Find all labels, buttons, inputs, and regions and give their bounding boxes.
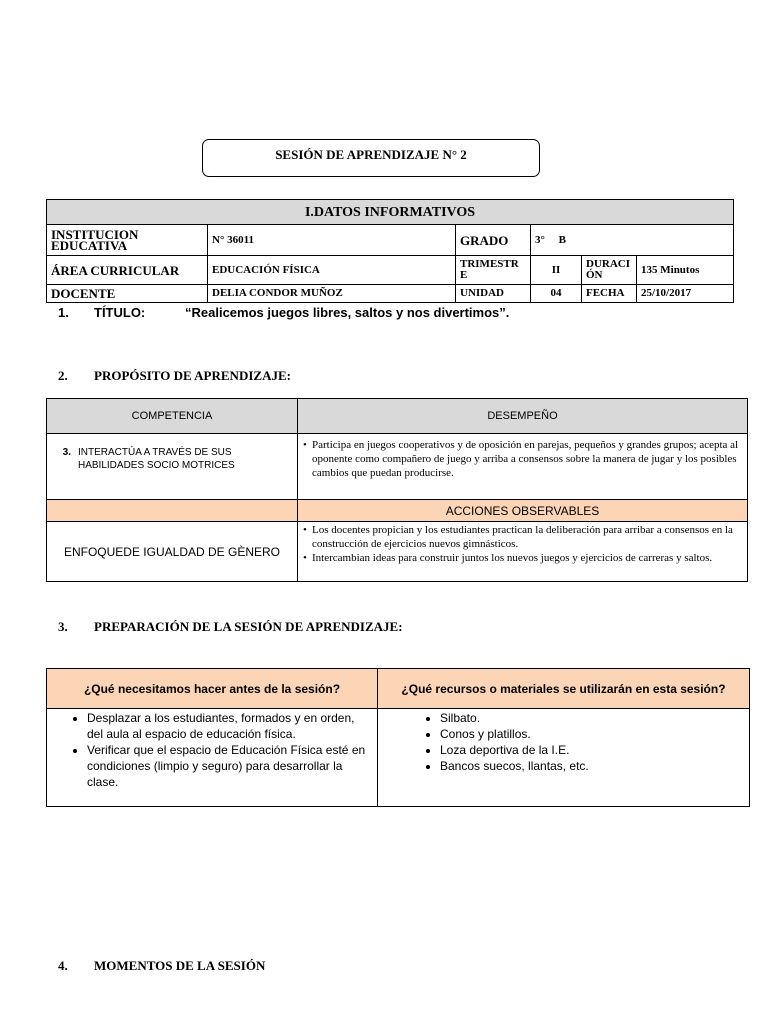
acciones-blank — [47, 500, 298, 522]
fecha-value: 25/10/2017 — [637, 285, 734, 303]
fecha-label: FECHA — [582, 285, 637, 303]
preparacion-table — [46, 668, 750, 807]
trimestre-label: TRIMESTRE — [456, 256, 531, 285]
desempeno-item: • Participa en juegos cooperativos y de oposición en parejas, pequeños y grandes grupos; acepta al oponente como compañero de juego y arriba a consensos sobre la manera de jugar y los posibles cambios que puedan producirse. — [312, 438, 743, 480]
grado-label: GRADO — [456, 225, 531, 256]
acciones-header: ACCIONES OBSERVABLES — [298, 500, 748, 522]
institucion-label: INSTITUCION EDUCATIVA — [47, 225, 208, 256]
preparacion-col2-header: ¿Qué recursos o materiales se utilizarán en esta sesión? — [378, 669, 750, 709]
competencia-cell: 3. INTERACTÚA A TRAVÉS DE SUS HABILIDADES SOCIO MOTRICES — [47, 434, 298, 500]
seccion-value: B — [558, 233, 566, 246]
duracion-value: 135 Minutos — [637, 256, 734, 285]
institucion-value: N° 36011 — [208, 225, 456, 256]
proposito-table — [46, 398, 748, 582]
desempeno-cell — [298, 434, 748, 500]
recurso-item: • Conos y platillos. — [440, 726, 745, 742]
titulo-line: 1. TÍTULO: “Realicemos juegos libres, saltos y nos divertimos”. — [58, 305, 510, 320]
grado-value: 3° B — [531, 225, 734, 256]
area-value: EDUCACIÓN FÍSICA — [208, 256, 456, 285]
docente-value: DELIA CONDOR MUÑOZ — [208, 285, 456, 303]
unidad-label: UNIDAD — [456, 285, 531, 303]
accion-item: • Intercambian ideas para construir juntos los nuevos juegos y ejercicios de carreras y saltos. — [312, 551, 743, 565]
accion-item: • Los docentes propician y los estudiantes practican la deliberación para arribar a consensos en la construcción de ejercicios nuevos gimnásticos. — [312, 523, 743, 551]
preparacion-col1-header: ¿Qué necesitamos hacer antes de la sesión? — [47, 669, 378, 709]
recurso-item: • Silbato. — [440, 710, 745, 726]
preparacion-col1 — [47, 709, 378, 807]
datos-heading: I.DATOS INFORMATIVOS — [47, 200, 734, 225]
proposito-heading: 2. PROPÓSITO DE APRENDIZAJE: — [58, 368, 291, 383]
desempeno-header: DESEMPEÑO — [298, 399, 748, 434]
competencia-header: COMPETENCIA — [47, 399, 298, 434]
preparacion-heading: 3. PREPARACIÓN DE LA SESIÓN DE APRENDIZAJE: — [58, 619, 403, 634]
recurso-item: • Loza deportiva de la I.E. — [440, 742, 745, 758]
titulo-label: TÍTULO: — [94, 305, 146, 320]
area-label: ÁREA CURRICULAR — [47, 256, 208, 285]
duracion-label: DURACIÓN — [582, 256, 637, 285]
acciones-cell — [298, 522, 748, 582]
preparacion-item: • Verificar que el espacio de Educación Física esté en condiciones (limpio y seguro) para desarrollar la clase. — [87, 742, 373, 790]
datos-informativos-table — [46, 199, 734, 303]
enfoque-cell: ENFOQUEDE IGUALDAD DE GÈNERO — [47, 522, 298, 582]
recurso-item: • Bancos suecos, llantas, etc. — [440, 758, 745, 774]
titulo-value: “Realicemos juegos libres, saltos y nos divertimos”. — [185, 305, 510, 320]
trimestre-value: II — [531, 256, 582, 285]
preparacion-item: • Desplazar a los estudiantes, formados y en orden, del aula al espacio de educación física. — [87, 710, 373, 742]
momentos-heading: 4. MOMENTOS DE LA SESIÓN — [58, 958, 266, 973]
session-title: SESIÓN DE APRENDIZAJE N° 2 — [202, 139, 540, 177]
docente-label: DOCENTE — [47, 285, 208, 303]
preparacion-col2 — [378, 709, 750, 807]
unidad-value: 04 — [531, 285, 582, 303]
